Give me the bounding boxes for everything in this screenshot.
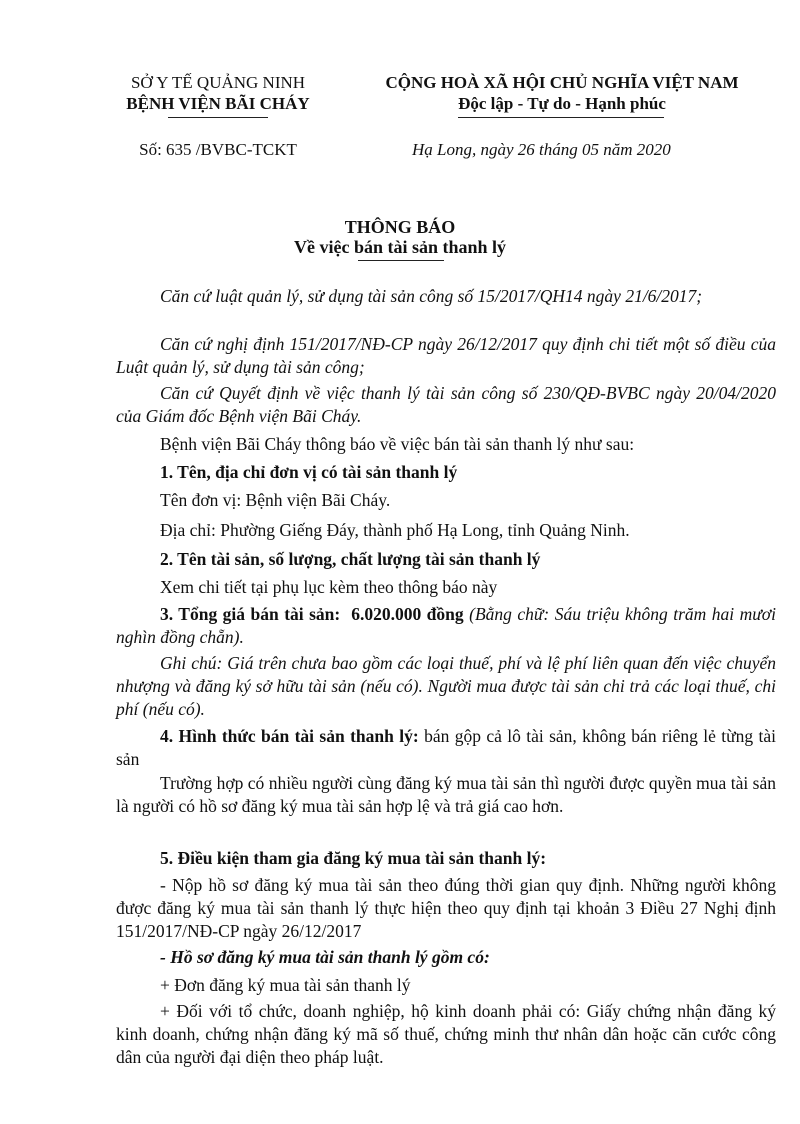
document-subject: Về việc bán tài sản thanh lý (293, 237, 507, 257)
section-1-unit: Tên đơn vị: Bệnh viện Bãi Cháy. (160, 490, 391, 510)
section-2-heading: 2. Tên tài sản, số lượng, chất lượng tài sản thanh lý (160, 549, 541, 569)
ministry-name: SỞ Y TẾ QUẢNG NINH (130, 73, 306, 92)
legal-basis-3: Căn cứ Quyết định về việc thanh lý tài sản công số 230/QĐ-BVBC ngày 20/04/2020 của Giám đốc Bệnh viện Bãi Cháy. (116, 383, 776, 426)
place-date: Hạ Long, ngày 26 tháng 05 năm 2020 (412, 140, 671, 159)
hospital-underline (168, 117, 268, 118)
section-5-item-1: + Đơn đăng ký mua tài sản thanh lý (160, 975, 411, 995)
section-3-note: Ghi chú: Giá trên chưa bao gồm các loại thuế, phí và lệ phí liên quan đến việc chuyển nhượng và đăng ký sở hữu tài sản (nếu có). Người mua được tài sản chi trả các loại thuế, chi phí (nếu có). (116, 653, 776, 719)
section-4-note: Trường hợp có nhiều người cùng đăng ký mua tài sản thì người được quyền mua tài sản là người có hồ sơ đăng ký mua tài sản hợp lệ và trả giá cao hơn. (116, 773, 776, 816)
intro-paragraph: Bệnh viện Bãi Cháy thông báo về việc bán tài sản thanh lý như sau: (160, 434, 635, 454)
section-4-text: bán gộp cả lô tài sản, không bán riêng lẻ từng tài sản (116, 726, 776, 769)
legal-basis-1: Căn cứ luật quản lý, sử dụng tài sản công số 15/2017/QH14 ngày 21/6/2017; (160, 286, 703, 306)
section-3-paragraph (116, 603, 776, 649)
section-5-dossier-heading: - Hồ sơ đăng ký mua tài sản thanh lý gồm có: (160, 947, 490, 967)
section-5-item-2: + Đối với tổ chức, doanh nghiệp, hộ kinh doanh phải có: Giấy chứng nhận đăng ký kinh doanh, chứng nhận đăng ký mã số thuế, chứng minh thư nhân dân hoặc căn cước công dân của người đại diện theo pháp luật. (116, 1001, 776, 1067)
section-1-heading: 1. Tên, địa chỉ đơn vị có tài sản thanh lý (160, 462, 458, 482)
subject-underline (358, 260, 444, 261)
section-5-text: - Nộp hồ sơ đăng ký mua tài sản theo đúng thời gian quy định. Những người không được đăng ký mua tài sản thanh lý thực hiện theo quy định tại khoản 3 Điều 27 Nghị định 151/2017/NĐ-CP ngày 26/12/2017 (116, 875, 776, 941)
section-5-heading: 5. Điều kiện tham gia đăng ký mua tài sản thanh lý: (160, 848, 547, 868)
document-number: Số: 635 /BVBC-TCKT (139, 140, 297, 159)
section-3-amount-words: (Bằng chữ: Sáu triệu không trăm hai mươi nghìn đồng chẵn). (116, 604, 776, 647)
section-4-label: 4. Hình thức bán tài sản thanh lý: (160, 726, 419, 746)
legal-basis-2: Căn cứ nghị định 151/2017/NĐ-CP ngày 26/12/2017 quy định chi tiết một số điều của Luật quản lý, sử dụng tài sản công; (116, 334, 776, 377)
section-3-label: 3. Tổng giá bán tài sản: (160, 604, 341, 624)
national-motto: Độc lập - Tự do - Hạnh phúc (458, 94, 666, 113)
motto-underline (458, 117, 664, 118)
section-2-text: Xem chi tiết tại phụ lục kèm theo thông báo này (160, 577, 498, 597)
section-3-amount: 6.020.000 đồng (351, 604, 464, 624)
hospital-name: BỆNH VIỆN BÃI CHÁY (126, 94, 310, 113)
document-title: THÔNG BÁO (344, 217, 456, 237)
country-name: CỘNG HOÀ XÃ HỘI CHỦ NGHĨA VIỆT NAM (385, 73, 739, 92)
section-4-paragraph (116, 725, 776, 771)
section-1-address: Địa chỉ: Phường Giếng Đáy, thành phố Hạ Long, tỉnh Quảng Ninh. (160, 520, 630, 540)
